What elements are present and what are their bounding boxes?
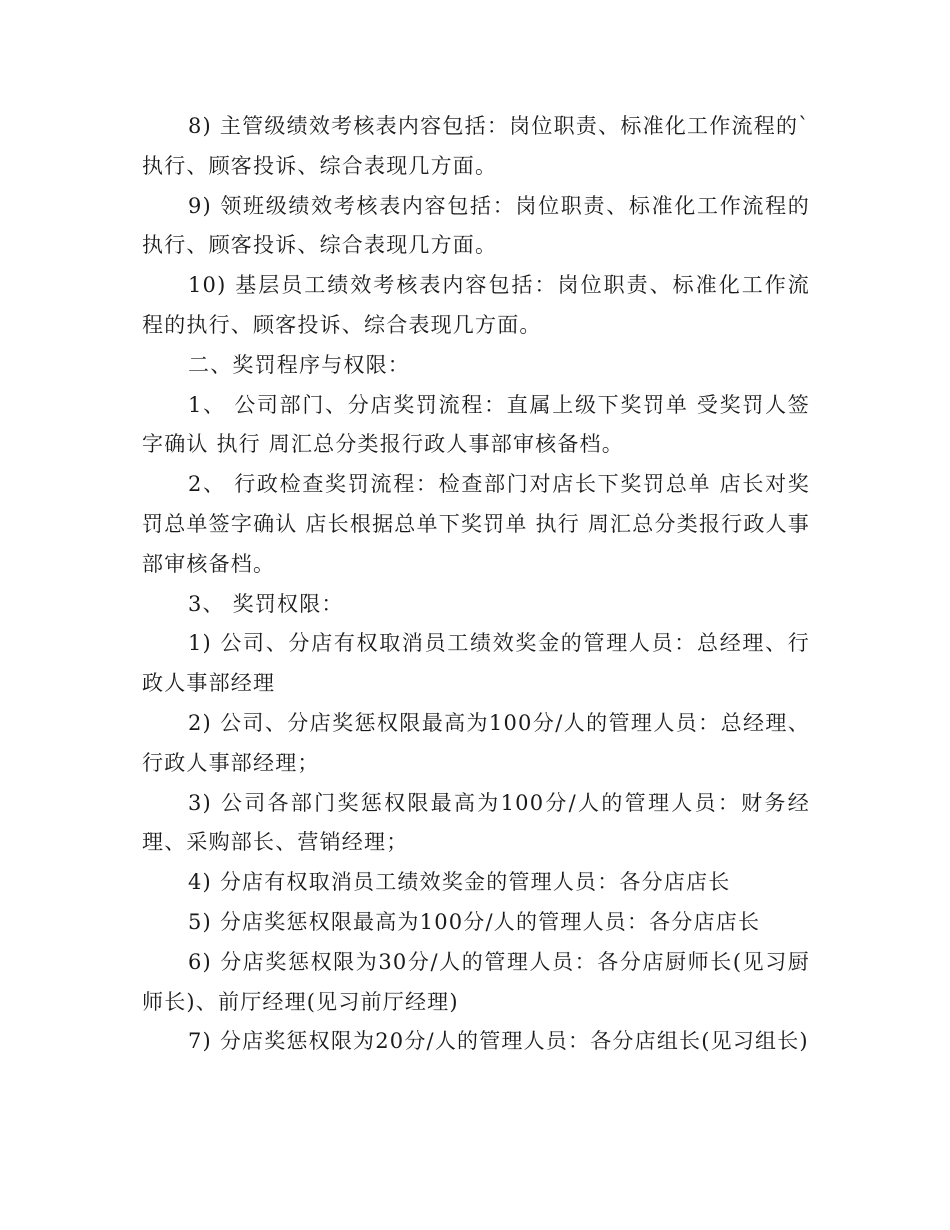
paragraph-authority-heading: 3、 奖罚权限： bbox=[188, 591, 344, 616]
document-page bbox=[142, 107, 810, 1062]
section-heading-reward-procedure: 二、奖罚程序与权限： bbox=[188, 352, 410, 377]
paragraph-authority-1: 1) 公司、分店有权取消员工绩效奖金的管理人员：总经理、行政人事部经理 bbox=[142, 631, 810, 696]
paragraph-authority-4: 4) 分店有权取消员工绩效奖金的管理人员：各分店店长 bbox=[188, 870, 731, 895]
paragraph-procedure-1: 1、 公司部门、分店奖罚流程：直属上级下奖罚单 受奖罚人签字确认 执行 周汇总分类报行政人事部审核备档。 bbox=[142, 392, 810, 457]
paragraph-authority-2: 2) 公司、分店奖惩权限最高为100分/人的管理人员：总经理、行政人事部经理； bbox=[142, 710, 810, 775]
paragraph-authority-6: 6) 分店奖惩权限为30分/人的管理人员：各分店厨师长(见习厨师长)、前厅经理(见习前厅经理) bbox=[142, 949, 810, 1014]
paragraph-item-9-foreman: 9) 领班级绩效考核表内容包括：岗位职责、标准化工作流程的执行、顾客投诉、综合表现几方面。 bbox=[142, 193, 810, 258]
paragraph-procedure-2: 2、 行政检查奖罚流程：检查部门对店长下奖罚总单 店长对奖罚总单签字确认 店长根据总单下奖罚单 执行 周汇总分类报行政人事部审核备档。 bbox=[142, 472, 810, 576]
paragraph-item-8-supervisor: 8) 主管级绩效考核表内容包括：岗位职责、标准化工作流程的`执行、顾客投诉、综合表现几方面。 bbox=[142, 114, 810, 178]
paragraph-item-10-staff: 10) 基层员工绩效考核表内容包括：岗位职责、标准化工作流程的执行、顾客投诉、综合表现几方面。 bbox=[142, 273, 810, 337]
paragraph-authority-3: 3) 公司各部门奖惩权限最高为100分/人的管理人员：财务经理、采购部长、营销经理； bbox=[142, 790, 810, 855]
paragraph-authority-7: 7) 分店奖惩权限为20分/人的管理人员：各分店组长(见习组长) bbox=[188, 1029, 809, 1054]
paragraph-authority-5: 5) 分店奖惩权限最高为100分/人的管理人员：各分店店长 bbox=[188, 909, 761, 934]
